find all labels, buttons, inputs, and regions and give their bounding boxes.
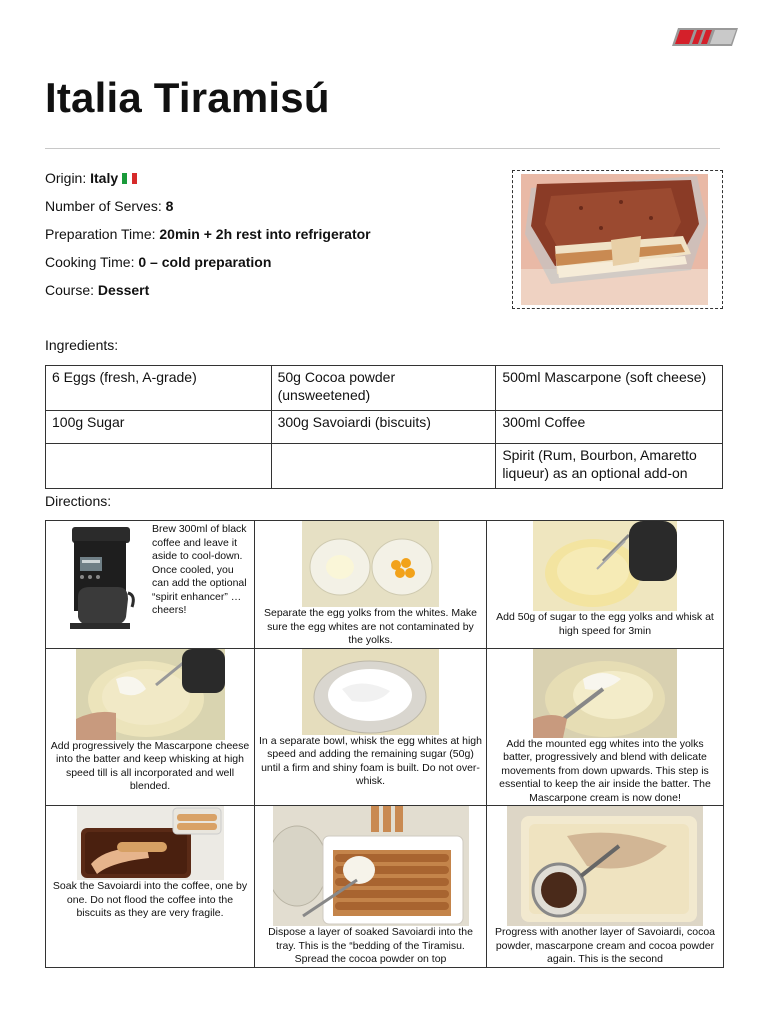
step-text: Add 50g of sugar to the egg yolks and whisk at high speed for 3min (496, 611, 714, 637)
direction-step-5 (255, 648, 487, 806)
directions-table (45, 520, 724, 968)
origin-value: Italy (90, 170, 119, 186)
step-text: Add progressively the Mascarpone cheese into the batter and keep whisking at high speed till is all incorporated and well blended. (50, 739, 250, 792)
step-text: Add the mounted egg whites into the yolks batter, progressively and blend with delicate movements from down upwards. This step is essential to keep the air inside the batter. The Mascarpone cream is now done! (499, 737, 711, 804)
ingredient-cell: 6 Eggs (fresh, A-grade) (46, 366, 272, 411)
step-text: Brew 300ml of black coffee and leave it aside to cool-down. Once cooled, you can add the optional “spirit enhancer” …cheers! (152, 523, 247, 616)
prep-value: 20min + 2h rest into refrigerator (159, 226, 371, 242)
step-text: In a separate bowl, whisk the egg whites at high speed and adding the remaining sugar (50g) until a firm and shiny foam is built. Do not over-whisk. (259, 734, 482, 787)
cook-value: 0 – cold preparation (138, 254, 272, 270)
ingredient-cell: 100g Sugar (46, 411, 272, 444)
folding-cream-photo-image (533, 649, 677, 738)
tiramisu-photo-frame (512, 170, 723, 309)
ingredient-cell: 500ml Mascarpone (soft cheese) (496, 366, 723, 411)
table-row (46, 648, 724, 806)
layering-tray-photo-image (273, 806, 469, 926)
cocoa-dusting-photo-image (507, 806, 703, 926)
direction-step-1 (46, 521, 255, 649)
origin-label: Origin: (45, 170, 87, 186)
ingredients-heading: Ingredients: (45, 337, 119, 353)
brand-logo-icon (672, 26, 740, 48)
step-text: Soak the Savoiardi into the coffee, one by one. Do not flood the coffee into the biscuits as they are very fragile. (52, 880, 248, 919)
table-row (46, 444, 723, 489)
table-row (46, 521, 724, 649)
ingredient-cell: 50g Cocoa powder (unsweetened) (271, 366, 496, 411)
step-text: Progress with another layer of Savoiardi, cocoa powder, mascarpone cream and cocoa powder again. This is the second (494, 926, 716, 965)
whisking-yolks-photo-image (533, 521, 677, 611)
table-row (46, 411, 723, 444)
direction-step-7 (46, 806, 255, 968)
divider (45, 148, 720, 149)
direction-step-2 (255, 521, 487, 649)
soaking-savoiardi-photo-image (77, 806, 224, 880)
ingredient-cell: 300g Savoiardi (biscuits) (271, 411, 496, 444)
cook-row (45, 254, 271, 270)
egg-whites-foam-photo-image (302, 649, 439, 735)
ingredient-cell (46, 444, 272, 489)
direction-step-9 (487, 806, 724, 968)
course-value: Dessert (97, 282, 150, 298)
course-label: Course: (45, 282, 95, 298)
serves-value: 8 (165, 198, 174, 214)
page-title: Italia Tiramisú (45, 74, 330, 121)
tiramisu-photo-image (521, 174, 708, 305)
direction-step-8 (255, 806, 487, 968)
italy-flag-icon (122, 173, 137, 184)
course-row (45, 282, 149, 298)
serves-label: Number of Serves: (45, 198, 162, 214)
step-text: Dispose a layer of soaked Savoiardi into the tray. This is the “bedding of the Tiramisu. Spread the cocoa powder on top (268, 926, 473, 965)
serves-row (45, 198, 173, 214)
origin-row (45, 170, 137, 186)
direction-step-6 (487, 648, 724, 806)
prep-row (45, 226, 371, 242)
table-row (46, 366, 723, 411)
ingredient-cell: Spirit (Rum, Bourbon, Amaretto liqueur) as an optional add-on (496, 444, 723, 489)
directions-heading: Directions: (45, 493, 112, 509)
adding-mascarpone-photo-image (76, 649, 225, 740)
prep-label: Preparation Time: (45, 226, 156, 242)
table-row (46, 806, 724, 968)
ingredient-cell: 300ml Coffee (496, 411, 723, 444)
ingredients-table (45, 365, 723, 489)
coffee-maker-icon (66, 523, 136, 633)
direction-step-3 (487, 521, 724, 649)
step-text: Separate the egg yolks from the whites. Make sure the egg whites are not contaminated by the yolks. (263, 607, 478, 646)
direction-step-4 (46, 648, 255, 806)
ingredient-cell (271, 444, 496, 489)
cook-label: Cooking Time: (45, 254, 135, 270)
egg-bowls-photo-image (302, 521, 439, 607)
